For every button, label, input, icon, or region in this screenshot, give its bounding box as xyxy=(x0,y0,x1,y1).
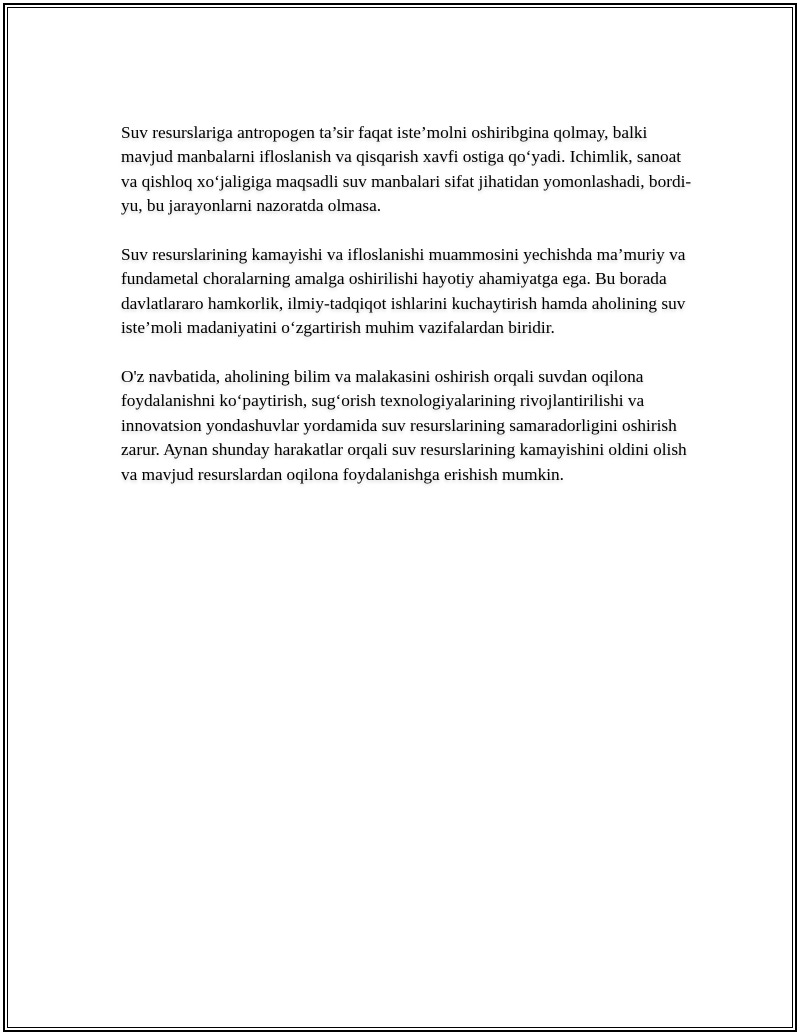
paragraph-3: O'z navbatida, aholining bilim va malakasini oshirish orqali suvdan oqilona foydalanishni ko‘paytirish, sug‘orish texnologiyalarining rivojlantirilishi va innovatsion yondashuvlar yordamida suv resurslarining samaradorligini oshirish zarur. Aynan shunday harakatlar orqali suv resurslarining kamayishini oldini olish va mavjud resurslardan oqilona foydalanishga erishish mumkin. xyxy=(121,367,687,484)
paragraph-2: Suv resurslarining kamayishi va ifloslanishi muammosini yechishda ma’muriy va fundametal choralarning amalga oshirilishi hayotiy ahamiyatga ega. Bu borada davlatlararo hamkorlik, ilmiy-tadqiqot ishlarini kuchaytirish hamda aholining suv iste’moli madaniyatini o‘zgartirish muhim vazifalardan biridir. xyxy=(121,245,686,338)
document-page xyxy=(3,3,797,1032)
document-body xyxy=(121,121,701,511)
paragraph-1: Suv resurslariga antropogen ta’sir faqat iste’molni oshiribgina qolmay, balki mavjud manbalarni ifloslanish va qisqarish xavfi ostiga qo‘yadi. Ichimlik, sanoat va qishloq xo‘jaligiga maqsadli suv manbalari sifat jihatidan yomonlashadi, bordi-yu, bu jarayonlarni nazoratda olmasa. xyxy=(121,123,692,216)
